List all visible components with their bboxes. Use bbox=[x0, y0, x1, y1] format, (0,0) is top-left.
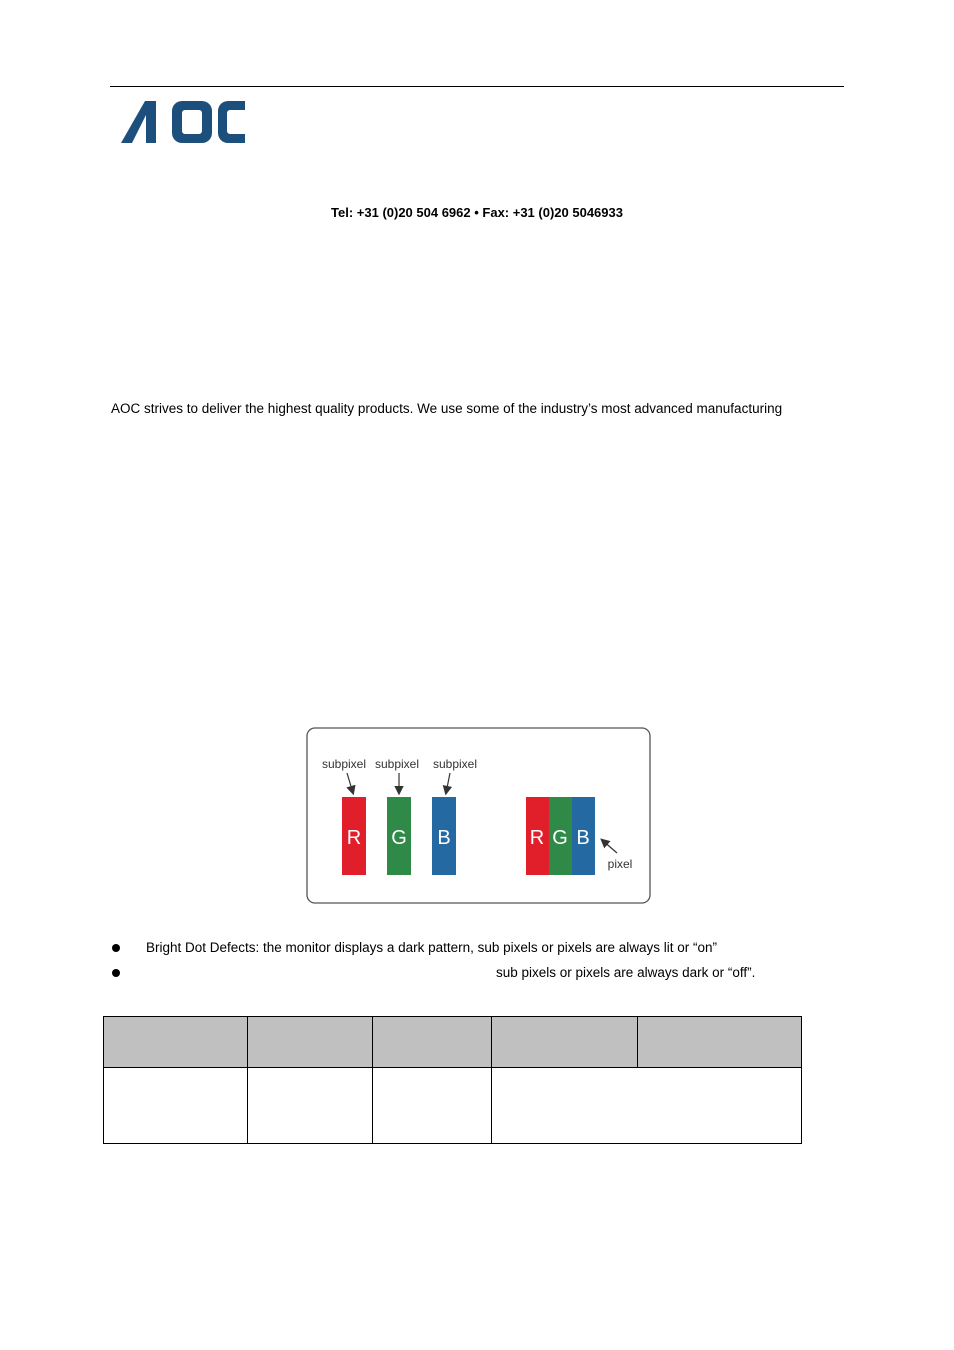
subpixel-label-b: subpixel bbox=[432, 757, 478, 771]
pixel-letter-r: R bbox=[529, 827, 545, 849]
contact-line: Tel: +31 (0)20 504 6962 • Fax: +31 (0)20 5046933 bbox=[331, 205, 623, 220]
pixel-letter-g: G bbox=[552, 827, 568, 849]
table-cell bbox=[248, 1068, 373, 1144]
bullet-text: Bright Dot Defects: the monitor displays a dark pattern, sub pixels or pixels are always lit or “on” bbox=[146, 940, 717, 955]
defect-policy-table bbox=[103, 1016, 802, 1144]
defect-bullet-list bbox=[110, 939, 850, 989]
aoc-logo bbox=[120, 100, 246, 144]
pixel-diagram bbox=[306, 727, 652, 905]
bullet-dot-icon bbox=[112, 969, 120, 977]
bullet-black-dot bbox=[110, 964, 850, 989]
table-header-cell bbox=[638, 1017, 802, 1068]
subpixel-label-g: subpixel bbox=[374, 757, 420, 771]
table-header-cell bbox=[248, 1017, 373, 1068]
intro-paragraph: AOC strives to deliver the highest quality products. We use some of the industry’s most advanced manufacturing bbox=[111, 401, 783, 416]
bullet-bright-dot bbox=[110, 939, 850, 964]
table-cell-merged bbox=[492, 1068, 802, 1144]
table-header-cell bbox=[373, 1017, 492, 1068]
subpixel-letter-g: G bbox=[391, 827, 407, 849]
table-header-cell bbox=[492, 1017, 638, 1068]
table-row bbox=[104, 1068, 802, 1144]
header-rule bbox=[110, 86, 844, 87]
table-cell bbox=[104, 1068, 248, 1144]
table-header-cell bbox=[104, 1017, 248, 1068]
pixel-label: pixel bbox=[607, 857, 633, 871]
table-cell bbox=[373, 1068, 492, 1144]
subpixel-label-r: subpixel bbox=[321, 757, 367, 771]
bullet-dot-icon bbox=[112, 944, 120, 952]
pixel-letter-b: B bbox=[576, 827, 590, 849]
subpixel-letter-b: B bbox=[437, 827, 451, 849]
bullet-text: sub pixels or pixels are always dark or “off”. bbox=[496, 965, 756, 980]
subpixel-letter-r: R bbox=[346, 827, 362, 849]
table-header-row bbox=[104, 1017, 802, 1068]
